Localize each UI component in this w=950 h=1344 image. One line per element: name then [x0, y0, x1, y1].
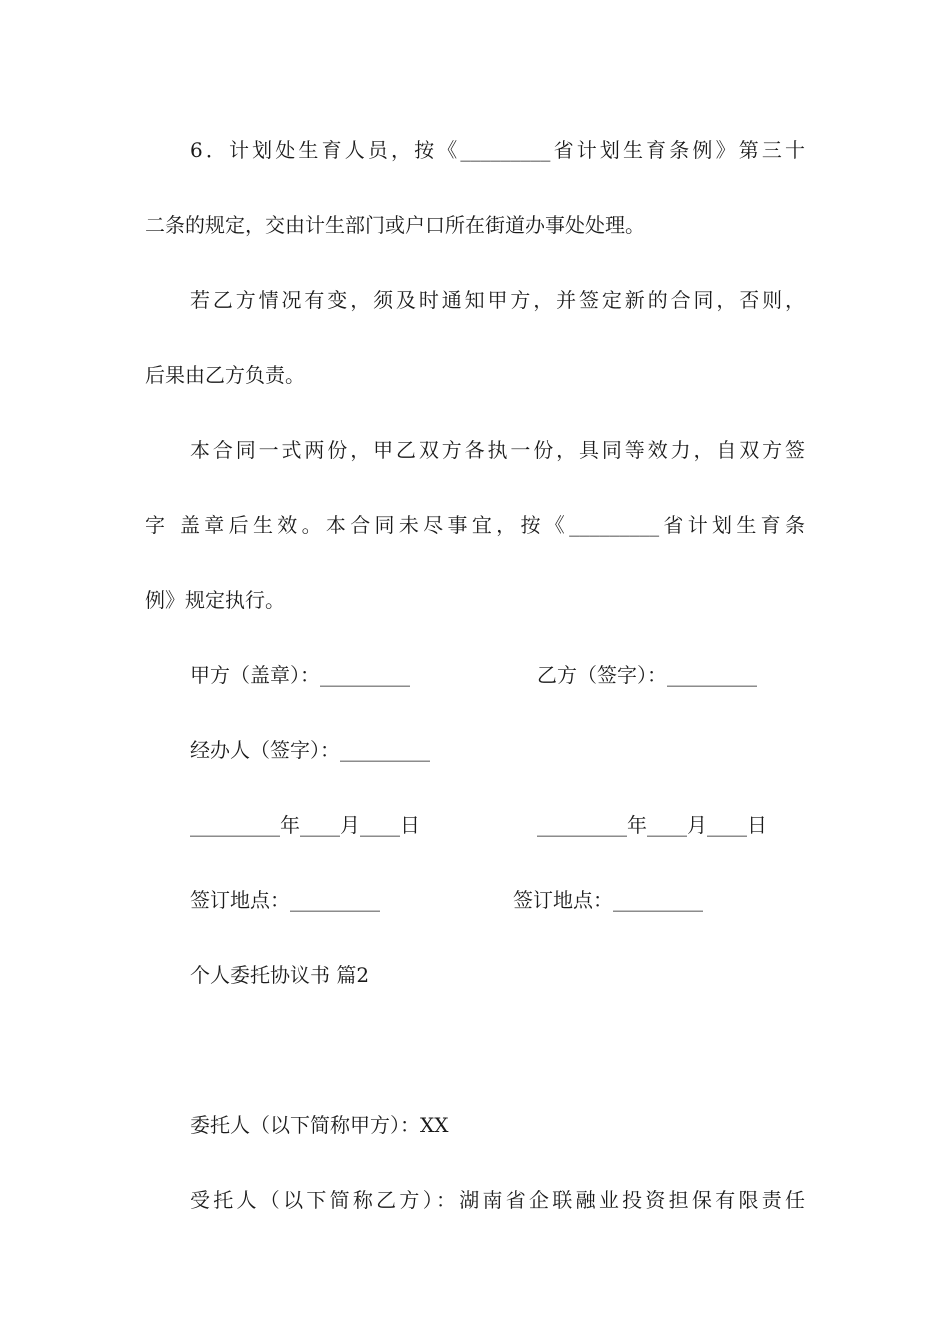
- paragraph-2-line-1: 若乙方情况有变，须及时通知甲方，并签定新的合同，否则，: [190, 288, 805, 312]
- party-b-sign-line: 乙方（签字）：_________: [537, 663, 757, 687]
- date-line-b: _________年____月____日: [537, 813, 767, 837]
- paragraph-3-line-3: 例》规定执行。: [145, 588, 285, 612]
- signing-place-a: 签订地点：_________: [190, 888, 380, 912]
- paragraph-1-line-1: 6．计划处生育人员，按《_________省计划生育条例》第三十: [190, 138, 805, 162]
- paragraph-2-line-2: 后果由乙方负责。: [145, 363, 305, 387]
- paragraph-1-line-2: 二条的规定，交由计生部门或户口所在街道办事处处理。: [145, 213, 645, 237]
- principal-line: 委托人（以下简称甲方）：XX: [190, 1113, 449, 1137]
- section-2-heading: 个人委托协议书 篇2: [190, 963, 370, 987]
- paragraph-3-line-1: 本合同一式两份，甲乙双方各执一份，具同等效力，自双方签: [190, 438, 805, 462]
- paragraph-3-line-2: 字 盖章后生效。本合同未尽事宜，按《_________省计划生育条: [145, 513, 805, 537]
- party-a-seal-line: 甲方（盖章）：_________: [190, 663, 410, 687]
- signing-place-b: 签订地点：_________: [513, 888, 703, 912]
- agent-line: 受托人（以下简称乙方）：湖南省企联融业投资担保有限责任: [190, 1188, 805, 1212]
- handler-sign-line: 经办人（签字）：_________: [190, 738, 430, 762]
- date-line-a: _________年____月____日: [190, 813, 420, 837]
